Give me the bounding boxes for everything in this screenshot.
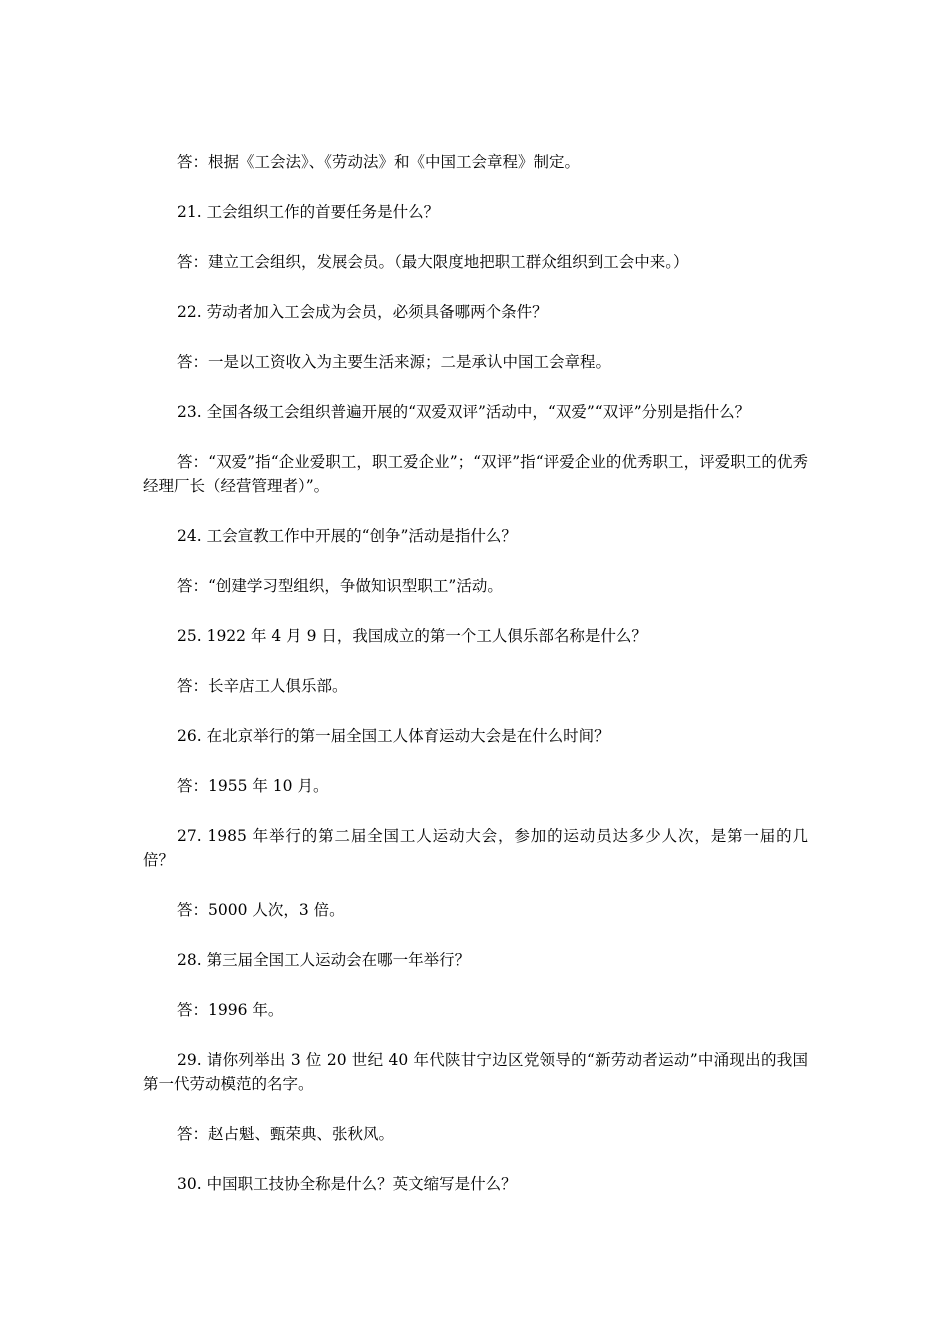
document-body: [143, 150, 808, 1222]
question-paragraph: 23. 全国各级工会组织普遍开展的“双爱双评”活动中，“双爱”“双评”分别是指什么？: [177, 403, 751, 421]
answer-paragraph: 答：1996 年。: [177, 1001, 284, 1019]
answer-paragraph: 答：根据《工会法》、《劳动法》和《中国工会章程》制定。: [177, 153, 581, 171]
answer-paragraph: 答：长辛店工人俱乐部。: [177, 677, 348, 695]
answer-paragraph: 答：赵占魁、甄荣典、张秋风。: [177, 1125, 395, 1143]
question-paragraph: 27. 1985 年举行的第二届全国工人运动大会，参加的运动员达多少人次，是第一届的几倍？: [143, 827, 808, 869]
answer-paragraph: 答：一是以工资收入为主要生活来源；二是承认中国工会章程。: [177, 353, 612, 371]
answer-paragraph: 答：1955 年 10 月。: [177, 777, 329, 795]
question-paragraph: 28. 第三届全国工人运动会在哪一年举行？: [177, 951, 471, 969]
answer-paragraph: 答：5000 人次，3 倍。: [177, 901, 345, 919]
question-paragraph: 25. 1922 年 4 月 9 日，我国成立的第一个工人俱乐部名称是什么？: [177, 627, 647, 645]
question-paragraph: 26. 在北京举行的第一届全国工人体育运动大会是在什么时间？: [177, 727, 610, 745]
question-paragraph: 22. 劳动者加入工会成为会员，必须具备哪两个条件？: [177, 303, 548, 321]
question-paragraph: 24. 工会宣教工作中开展的“创争”活动是指什么？: [177, 527, 517, 545]
answer-paragraph: 答：“创建学习型组织，争做知识型职工”活动。: [177, 577, 503, 595]
answer-paragraph: 答：建立工会组织，发展会员。（最大限度地把职工群众组织到工会中来。）: [177, 253, 689, 271]
question-paragraph: 29. 请你列举出 3 位 20 世纪 40 年代陕甘宁边区党领导的“新劳动者运动”中涌现出的我国第一代劳动模范的名字。: [143, 1051, 808, 1093]
question-paragraph: 30. 中国职工技协全称是什么？英文缩写是什么？: [177, 1175, 517, 1193]
answer-paragraph: 答：“双爱”指“企业爱职工，职工爱企业”；“双评”指“评爱企业的优秀职工，评爱职工的优秀经理厂长（经营管理者）”。: [143, 453, 808, 495]
question-paragraph: 21. 工会组织工作的首要任务是什么？: [177, 203, 440, 221]
